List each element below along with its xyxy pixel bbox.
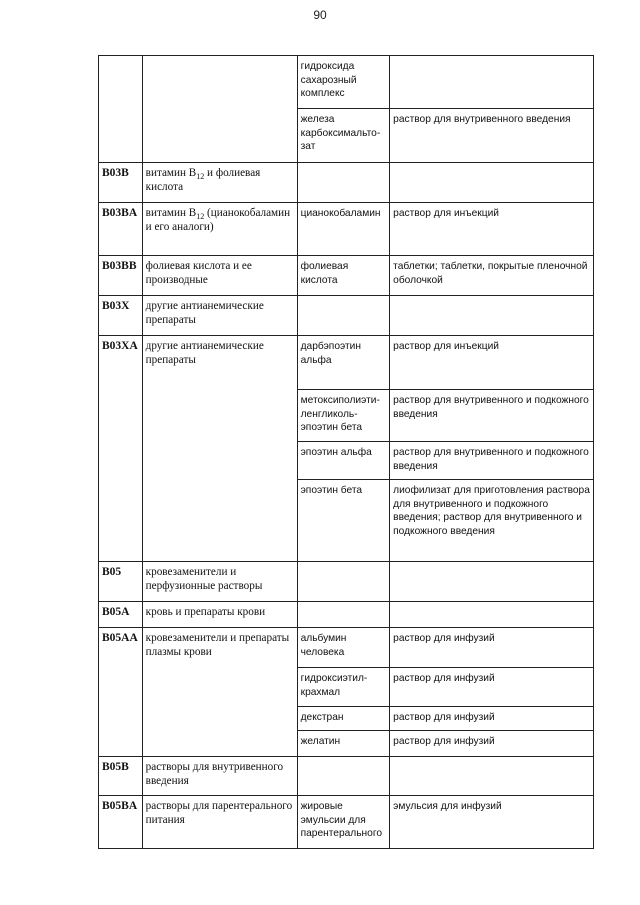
table-row xyxy=(99,757,594,796)
table-row xyxy=(99,602,594,628)
table-row xyxy=(99,628,594,668)
group-cell xyxy=(142,56,297,163)
code-cell: B05AA xyxy=(99,628,143,757)
drug-cell xyxy=(297,163,390,203)
group-cell xyxy=(142,163,297,203)
form-cell xyxy=(390,757,594,796)
form-cell: раствор для инъекций xyxy=(390,336,594,390)
form-cell: раствор для инфузий xyxy=(390,628,594,668)
form-cell xyxy=(390,56,594,109)
group-cell: кровезаменители и препараты плазмы крови xyxy=(142,628,297,757)
form-cell: лиофилизат для приготовления раствора для внутривенного и подкожного введения; раствор для внутривенного и подкожного введения xyxy=(390,480,594,562)
form-cell: раствор для внутривенного введения xyxy=(390,109,594,163)
code-cell: B05 xyxy=(99,562,143,602)
table-row xyxy=(99,163,594,203)
form-cell: таблетки; таблетки, покрытые пленочной оболочкой xyxy=(390,256,594,296)
code-cell: B05A xyxy=(99,602,143,628)
table-row xyxy=(99,256,594,296)
form-cell: раствор для внутривенного и подкожного введения xyxy=(390,442,594,480)
drug-cell: альбумин человека xyxy=(297,628,390,668)
drug-cell: метоксиполиэти-ленгликоль-эпоэтин бета xyxy=(297,390,390,442)
drug-cell: желатин xyxy=(297,731,390,757)
form-cell: раствор для внутривенного и подкожного введения xyxy=(390,390,594,442)
table-row xyxy=(99,336,594,390)
drug-table xyxy=(98,55,594,849)
drug-cell: жировые эмульсии для парентерального xyxy=(297,796,390,849)
drug-cell: дарбэпоэтин альфа xyxy=(297,336,390,390)
form-cell xyxy=(390,602,594,628)
form-cell xyxy=(390,296,594,336)
group-cell: другие антианемические препараты xyxy=(142,296,297,336)
code-cell xyxy=(99,56,143,163)
drug-cell: фолиевая кислота xyxy=(297,256,390,296)
drug-cell: эпоэтин бета xyxy=(297,480,390,562)
drug-cell xyxy=(297,296,390,336)
group-cell: растворы для внутривенного введения xyxy=(142,757,297,796)
table-row xyxy=(99,296,594,336)
group-subscript: 12 xyxy=(196,172,205,182)
code-cell: B03BA xyxy=(99,203,143,256)
form-cell: раствор для инъекций xyxy=(390,203,594,256)
group-text-pre: витамин B xyxy=(145,167,197,179)
group-text-pre: витамин B xyxy=(145,207,197,219)
group-cell: другие антианемические препараты xyxy=(142,336,297,562)
drug-cell: декстран xyxy=(297,707,390,731)
group-text-post: (цианокобаламин и его аналоги) xyxy=(145,207,291,233)
group-cell: фолиевая кислота и ее производные xyxy=(142,256,297,296)
group-text-post: и фолиевая кислота xyxy=(145,167,261,193)
table-row xyxy=(99,203,594,256)
form-cell: раствор для инфузий xyxy=(390,668,594,707)
table-row xyxy=(99,56,594,109)
drug-cell: цианокобаламин xyxy=(297,203,390,256)
table-row xyxy=(99,562,594,602)
drug-cell: железа карбоксимальто-зат xyxy=(297,109,390,163)
code-cell: B05BA xyxy=(99,796,143,849)
form-cell: раствор для инфузий xyxy=(390,707,594,731)
form-cell: раствор для инфузий xyxy=(390,731,594,757)
group-cell: кровь и препараты крови xyxy=(142,602,297,628)
group-cell: кровезаменители и перфузионные растворы xyxy=(142,562,297,602)
form-cell xyxy=(390,163,594,203)
drug-cell xyxy=(297,562,390,602)
drug-cell xyxy=(297,602,390,628)
group-subscript: 12 xyxy=(196,212,205,222)
drug-cell: эпоэтин альфа xyxy=(297,442,390,480)
code-cell: B03XA xyxy=(99,336,143,562)
page-number: 90 xyxy=(313,8,327,22)
table-row xyxy=(99,796,594,849)
drug-name: гидроксида сахарозный комплекс xyxy=(300,61,357,99)
form-cell xyxy=(390,562,594,602)
form-cell: эмульсия для инфузий xyxy=(390,796,594,849)
code-cell: B03X xyxy=(99,296,143,336)
code-cell: B05B xyxy=(99,757,143,796)
drug-cell xyxy=(297,757,390,796)
group-cell xyxy=(142,203,297,256)
code-cell: B03B xyxy=(99,163,143,203)
code-cell: B03BB xyxy=(99,256,143,296)
group-cell: растворы для парентерального питания xyxy=(142,796,297,849)
drug-cell xyxy=(297,56,390,109)
drug-cell: гидроксиэтил-крахмал xyxy=(297,668,390,707)
